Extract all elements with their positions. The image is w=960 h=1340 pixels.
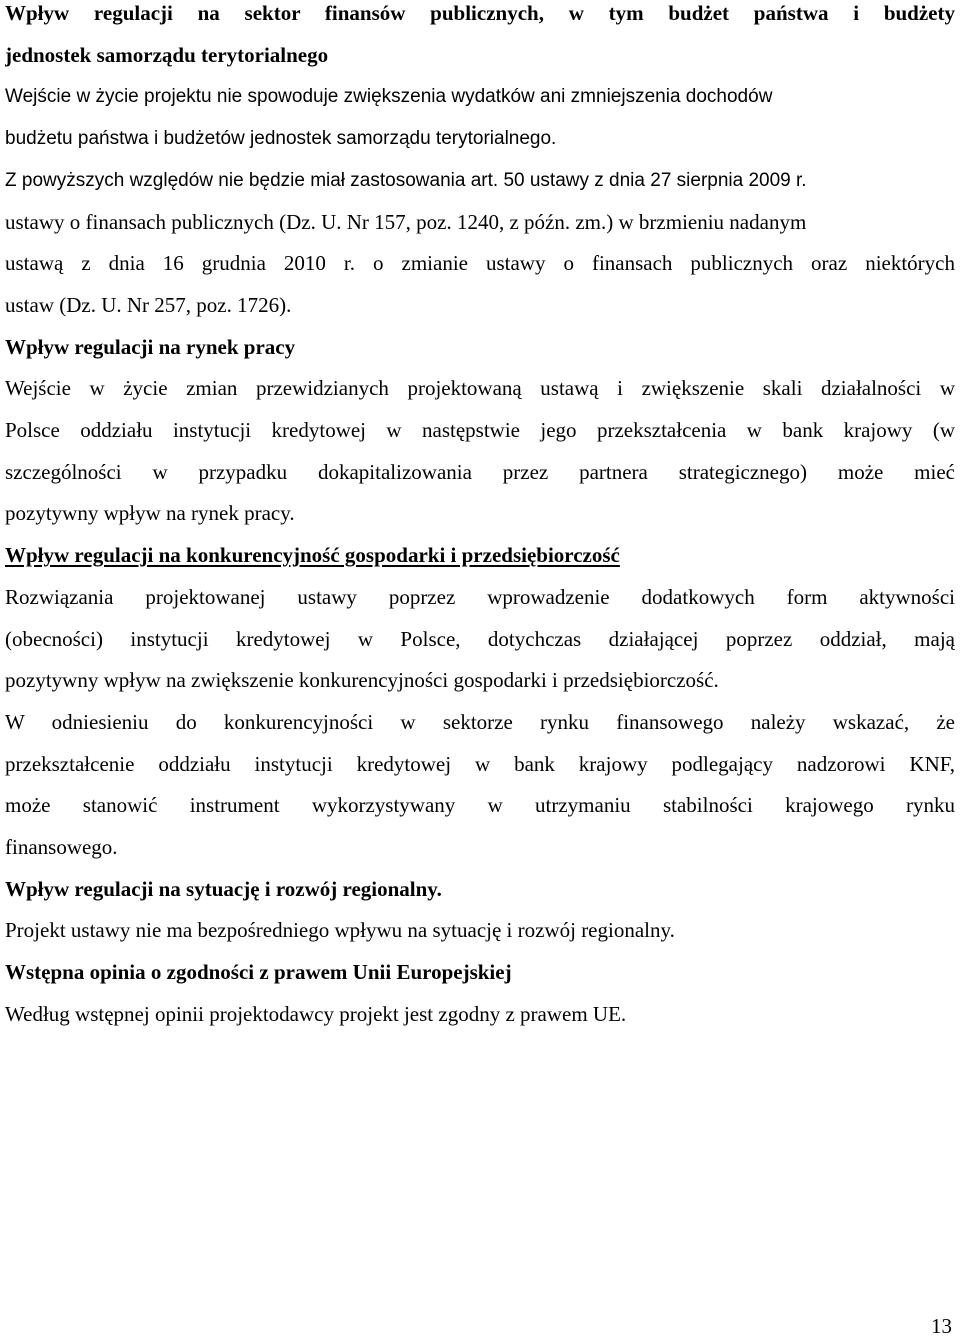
section-heading-regional <box>5 869 955 911</box>
paragraph-competitiveness <box>5 577 955 702</box>
paragraph-line: przekształcenie oddziału instytucji kredytowej w bank krajowy podlegający nadzorowi KNF, <box>5 751 955 776</box>
paragraph-eu-law <box>5 994 955 1036</box>
paragraph-line: budżetu państwa i budżetów jednostek samorządu terytorialnego. <box>5 128 557 150</box>
paragraph-line: Wejście w życie zmian przewidzianych projektowaną ustawą i zwiększenie skali działalności w <box>5 376 955 401</box>
paragraph-line: finansowego. <box>5 835 118 860</box>
paragraph-line: Według wstępnej opinii projektodawcy projekt jest zgodny z prawem UE. <box>5 1001 627 1026</box>
paragraph-line: Z powyższych względów nie będzie miał zastosowania art. 50 ustawy z dnia 27 sierpnia 2009 r. <box>5 169 807 191</box>
heading-line: Wpływ regulacji na rynek pracy <box>5 334 296 359</box>
section-heading-public-finance <box>5 0 955 76</box>
paragraph-line: może stanowić instrument wykorzystywany w utrzymaniu stabilności krajowego rynku <box>5 793 955 818</box>
paragraph-line: szczególności w przypadku dokapitalizowania przez partnera strategicznego) może mieć <box>5 459 955 484</box>
paragraph-line: Rozwiązania projektowanej ustawy poprzez wprowadzenie dodatkowych form aktywności <box>5 584 955 609</box>
paragraph-financial-market <box>5 702 955 869</box>
paragraph-line: pozytywny wpływ na rynek pracy. <box>5 501 295 526</box>
page-number: 13 <box>931 1314 952 1338</box>
paragraph-regional <box>5 910 955 952</box>
paragraph-public-finance <box>5 76 955 159</box>
paragraph-line: pozytywny wpływ na zwiększenie konkurencyjności gospodarki i przedsiębiorczość. <box>5 668 719 693</box>
heading-line: jednostek samorządu terytorialnego <box>5 42 329 67</box>
section-heading-eu-law <box>5 952 955 994</box>
paragraph-line: W odniesieniu do konkurencyjności w sektorze rynku finansowego należy wskazać, że <box>5 709 955 734</box>
paragraph-line: Projekt ustawy nie ma bezpośredniego wpływu na sytuację i rozwój regionalny. <box>5 918 675 943</box>
heading-line: Wpływ regulacji na konkurencyjność gospodarki i przedsiębiorczość <box>5 543 620 568</box>
paragraph-line: Wejście w życie projektu nie spowoduje zwiększenia wydatków ani zmniejszenia dochodów <box>5 86 773 108</box>
section-heading-competitiveness <box>5 535 955 577</box>
heading-line: Wstępna opinia o zgodności z prawem Unii Europejskiej <box>5 960 512 985</box>
paragraph-line: ustawą z dnia 16 grudnia 2010 r. o zmianie ustawy o finansach publicznych oraz niektórych <box>5 251 955 276</box>
paragraph-article-50 <box>5 160 955 327</box>
paragraph-line: ustawy o finansach publicznych (Dz. U. Nr 157, poz. 1240, z późn. zm.) w brzmieniu nadanym <box>5 209 807 234</box>
paragraph-line: Polsce oddziału instytucji kredytowej w następstwie jego przekształcenia w bank krajowy (w <box>5 418 955 443</box>
section-heading-labour-market <box>5 327 955 369</box>
heading-line: Wpływ regulacji na sektor finansów publicznych, w tym budżet państwa i budżety <box>5 1 955 25</box>
paragraph-line: (obecności) instytucji kredytowej w Polsce, dotychczas działającej poprzez oddział, mają <box>5 626 955 651</box>
paragraph-labour-market <box>5 368 955 535</box>
document-page <box>5 0 955 1036</box>
paragraph-line: ustaw (Dz. U. Nr 257, poz. 1726). <box>5 292 292 317</box>
heading-line: Wpływ regulacji na sytuację i rozwój regionalny. <box>5 876 442 901</box>
